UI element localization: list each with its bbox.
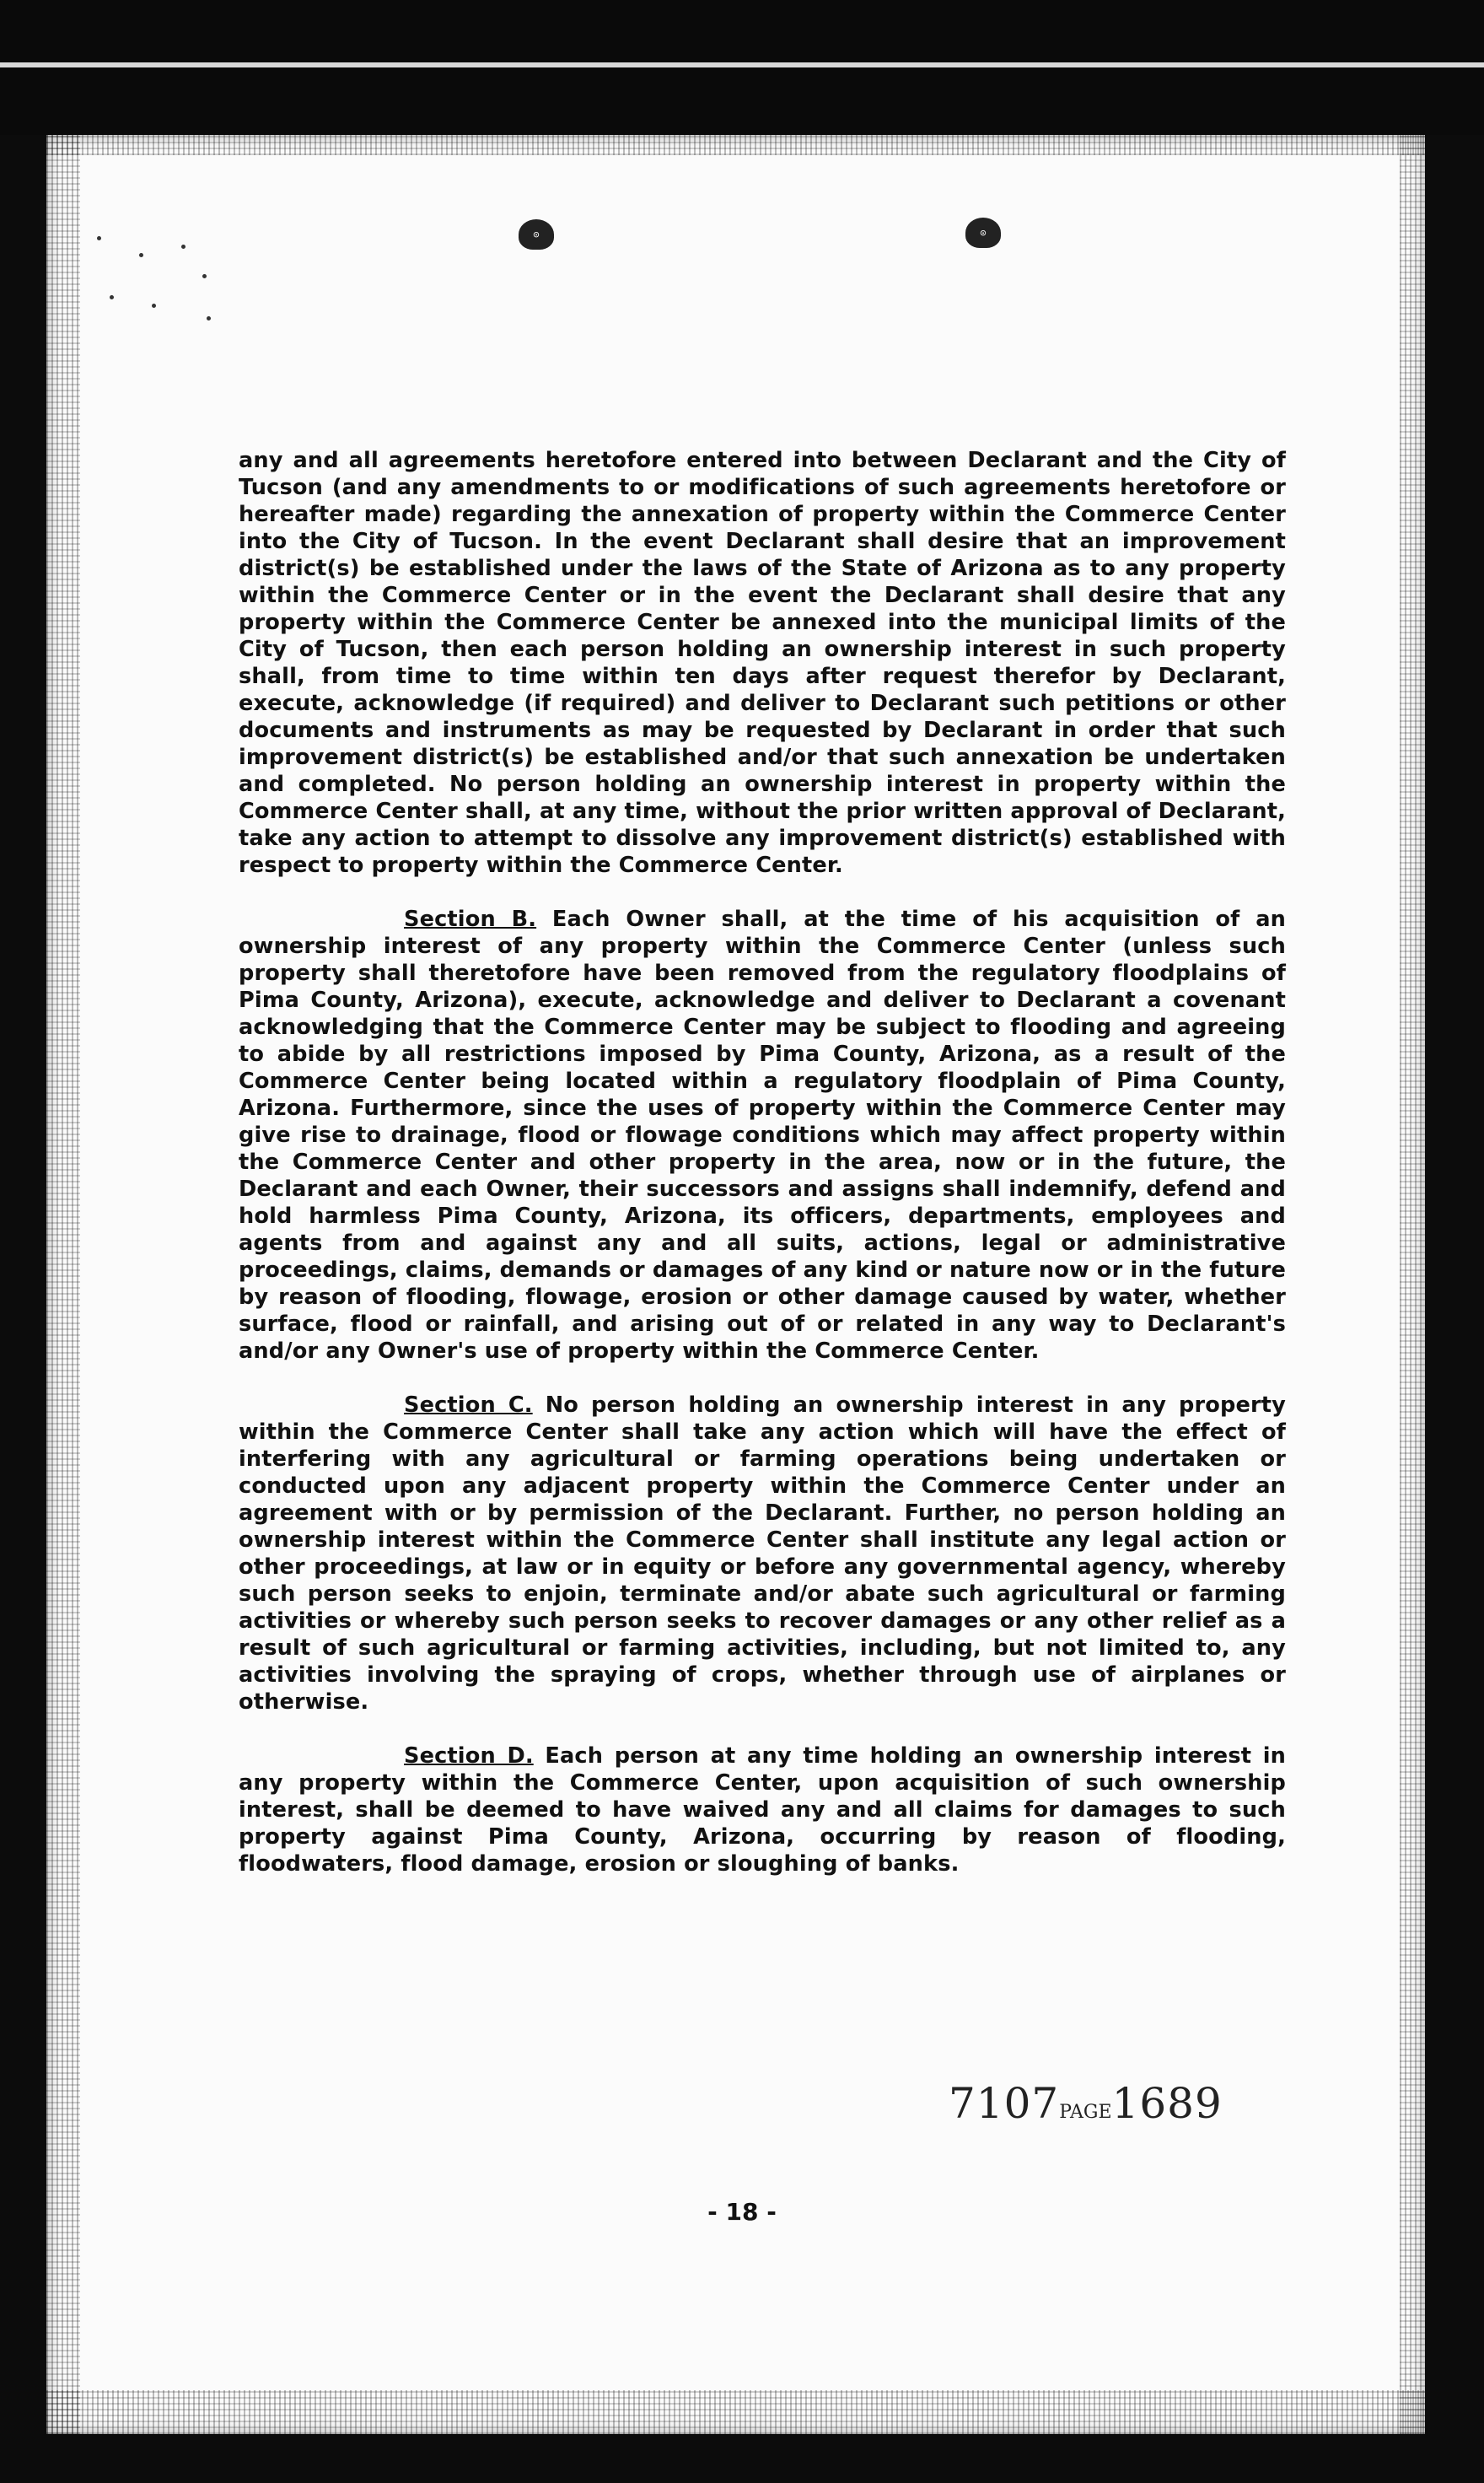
scan-bottom-border (0, 2434, 1484, 2483)
punch-hole-left-icon: ⊙ (519, 219, 554, 250)
scan-speck (110, 295, 114, 299)
scan-top-border (0, 0, 1484, 135)
paragraph-section-b (239, 906, 1286, 1365)
scan-speck (181, 245, 186, 249)
scan-speck (202, 274, 207, 278)
page-number: - 18 - (707, 2198, 777, 2226)
section-d-text: Each person at any time holding an ownership interest in any property within the Commerce Center, upon acquisition of such ownership interest, shall be deemed to have waived any and all claims for damages to such property against Pima County, Arizona, occurring by reason of flooding, floodwaters, flood damage, erosion or sloughing of banks. (239, 1743, 1287, 1877)
section-b-heading: Section B. (404, 907, 537, 932)
scan-noise-top (46, 135, 1425, 155)
scan-speck (97, 236, 101, 240)
scan-left-border (0, 135, 46, 2483)
paragraph-intro (239, 447, 1286, 879)
scan-noise-right (1400, 135, 1425, 2434)
scan-speck (152, 304, 156, 308)
docket-number: 7107 (949, 2079, 1060, 2128)
scan-right-border (1425, 135, 1484, 2483)
docket-page-label: PAGE (1059, 2102, 1112, 2123)
punch-hole-right-icon: ⊙ (965, 218, 1001, 248)
paragraph-intro-text: any and all agreements heretofore entered into between Declarant and the City of Tucson (and any amendments to or modifications of such agreements heretofore or hereafter made) regarding the annexation of property within the Commerce Center into the City of Tucson. In the event Declarant shall desire that an improvement district(s) be established under the laws of the State of Arizona as to any property within the Commerce Center or in the event the Declarant shall desire that any property within the Commerce Center be annexed into the municipal limits of the City of Tucson, then each person holding an ownership interest in such property shall, from time to time within ten days after request therefor by Declarant, execute, acknowledge (if required) and deliver to Declarant such petitions or other documents and instruments as may be requested by Declarant in order that such improvement district(s) be established and/or that such annexation be undertaken and completed. No person holding an ownership interest in property within the Commerce Center shall, at any time, without the prior written approval of Declarant, take any action to attempt to dissolve any improvement district(s) established with respect to property within the Commerce Center. (239, 448, 1286, 878)
scan-noise-left (46, 135, 80, 2434)
section-d-heading: Section D. (404, 1743, 534, 1769)
scan-top-strip (0, 62, 1484, 67)
section-c-heading: Section C. (404, 1392, 533, 1418)
paragraph-section-c (239, 1392, 1286, 1715)
document-body (239, 447, 1286, 1904)
docket-page-number: 1689 (1111, 2079, 1223, 2128)
paragraph-section-d (239, 1742, 1286, 1877)
section-b-text: Each Owner shall, at the time of his acquisition of an ownership interest of any property within the Commerce Center (unless such property shall theretofore have been removed from the regulatory floodplains of Pima County, Arizona), execute, acknowledge and deliver to Declarant a covenant acknowledging that the Commerce Center may be subject to flooding and agreeing to abide by all restrictions imposed by Pima County, Arizona, as a result of the Commerce Center being located within a regulatory floodplain of Pima County, Arizona. Furthermore, since the uses of property within the Commerce Center may give rise to drainage, flood or flowage conditions which may affect property within the Commerce Center and other property in the area, now or in the future, the Declarant and each Owner, their successors and assigns shall indemnify, defend and hold harmless Pima County, Arizona, its officers, departments, employees and agents from and against any and all suits, actions, legal or administrative proceedings, claims, demands or damages of any kind or nature now or in the future by reason of flooding, flowage, erosion or other damage caused by water, whether surface, flood or rainfall, and arising out of or related in any way to Declarant's and/or any Owner's use of property within the Commerce Center. (239, 907, 1287, 1364)
section-c-text: No person holding an ownership interest in any property within the Commerce Center shall take any action which will have the effect of interfering with any agricultural or farming operations being undertaken or conducted upon any adjacent property within the Commerce Center under an agreement with or by permission of the Declarant. Further, no person holding an ownership interest within the Commerce Center shall institute any legal action or other proceedings, at law or in equity or before any governmental agency, whereby such person seeks to enjoin, terminate and/or abate such agricultural or farming activities or whereby such person seeks to recover damages or any other relief as a result of such agricultural or farming activities, including, but not limited to, any activities involving the spraying of crops, whether through use of airplanes or otherwise. (239, 1392, 1287, 1715)
scan-speck (207, 316, 211, 320)
scan-speck (139, 253, 143, 257)
scan-noise-bottom (46, 2390, 1425, 2434)
docket-stamp (949, 2079, 1223, 2128)
